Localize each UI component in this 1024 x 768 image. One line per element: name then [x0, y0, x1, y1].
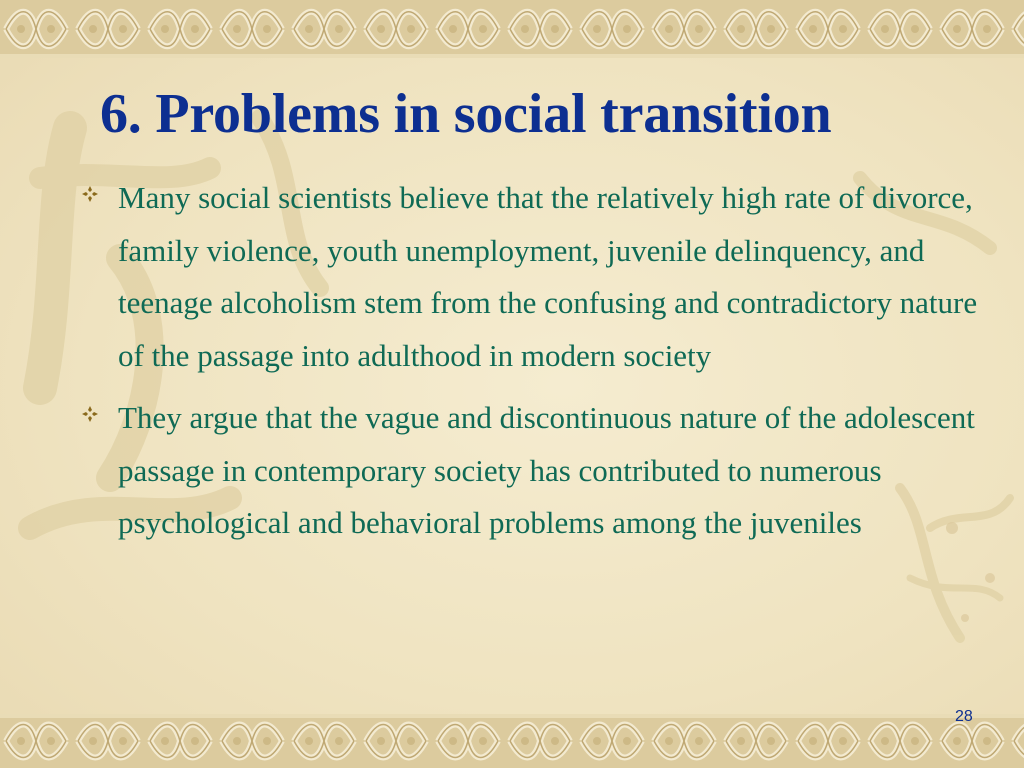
page-number: 28 — [955, 708, 973, 725]
slide-title: 6. Problems in social transition — [100, 83, 832, 145]
bullet-text: Many social scientists believe that the relatively high rate of divorce, family violence, youth unemployment, juvenile delinquency, and teenage alcoholism stem from the confusing and contradictory nature of the passage into adulthood in modern society — [118, 180, 978, 373]
diamond-bullet-icon — [82, 406, 98, 422]
bullet-item — [82, 172, 982, 382]
bullet-list — [82, 172, 982, 560]
decorative-top-border — [0, 0, 1024, 58]
bullet-text: They argue that the vague and discontinuous nature of the adolescent passage in contemporary society has contributed to numerous psychological and behavioral problems among the juveniles — [118, 400, 975, 540]
bullet-item — [82, 392, 982, 550]
diamond-bullet-icon — [82, 186, 98, 202]
decorative-bottom-border — [0, 714, 1024, 768]
